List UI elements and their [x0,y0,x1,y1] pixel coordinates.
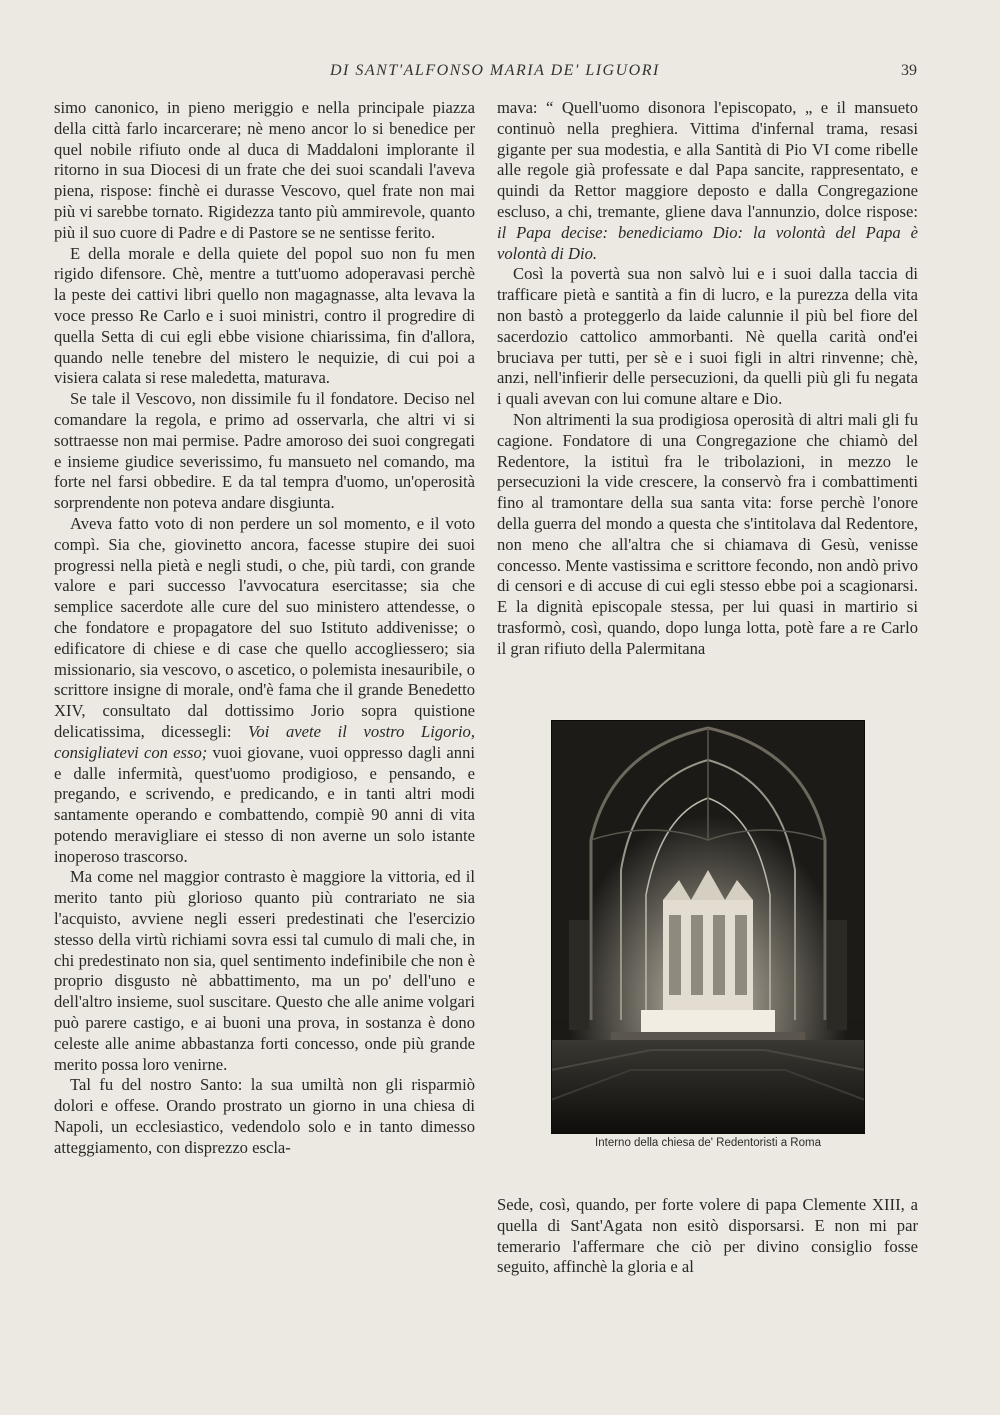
paragraph-text: vuoi giovane, vuoi oppresso dagli anni e dalle infermità, quest'uomo prodigioso, e pensando, e pregando, e scrivendo, e predicando, e in tanti altri modi santamente operando e combattendo, compiè 90 anni di vita potendo meravigliare ei stesso di non averne un solo istante inoperoso trascorso. [54,742,476,866]
running-title: DI SANT'ALFONSO MARIA DE' LIGUORI [330,62,660,79]
paragraph: Se tale il Vescovo, non dissimile fu il fondatore. Deciso nel comandare la regola, e primo ad osservarla, che altri vi si sottraesse non mai permise. Padre amoroso dei suoi congregati e insieme giudice severissimo, fu mansueto nel comando, ma forte nel farsi obbedire. E da tal tempra d'uomo, un'operosità sorprendente non poteva andare disgiunta. [54,389,475,513]
paragraph-text: mava: “ Quell'uomo disonora l'episcopato, „ e il mansueto continuò nella preghiera. Vittima d'infernal trama, resasi gigante per sua modestia, e alla Santità di Pio VI come ribelle alle regole già professate e dal Papa sancite, rappresentato, e quindi da Rettor maggiore deposto e dalla Congregazione escluso, a chi, tremante, gliene dava l'annunzio, dolce rispose: [497,98,918,221]
paragraph: Tal fu del nostro Santo: la sua umiltà non gli risparmiò dolori e offese. Orando prostrato un giorno in una chiesa di Napoli, un ecclesiastico, vedendolo solo e in tanto dimesso atteggiamento, con disprezzo escla- [54,1075,475,1157]
paragraph: simo canonico, in pieno meriggio e nella principale piazza della città farlo incarcerare; nè meno ancor lo si benedice per quel nobile rifiuto onde al duca di Maddaloni implorante il ritorno in sua Diocesi di un frate che dei suoi scandali l'aveva piena, rispose: finchè ei durasse Vescovo, quel frate non mai più vi sarebbe tornato. Rigidezza tanto più ammirevole, quanto più il suo cuore di Padre e di Pastore se ne sentisse ferito. [54,98,475,242]
bottom-text [497,1195,918,1278]
page-number: 39 [901,62,917,79]
paragraph [497,98,918,264]
quotation: Voi avete il vostro Ligorio, consigliatevi con esso; [54,721,475,762]
church-interior-photo [551,720,865,1134]
paragraph-text: Aveva fatto voto di non perdere un sol momento, e il voto compì. Sia che, giovinetto ancora, facesse stupire dei suoi progressi nella pietà e negli studi, o che, più tardi, con grande valore e pari successo l'avvocatura esercitasse; sia che semplice sacerdote alle cure del suo ministero attendesse, o che fondatore e propagatore del suo Istituto addivenisse; o edificatore di chiese e di case che quello accogliessero; sia missionario, sia vescovo, o ascetico, o polemista inesauribile, o scrittore insigne di morale, ond'è fama che il grande Benedetto XIV, consultato dal dottissimo Jorio sopra quistione delicatissima, dicessegli: [54,513,475,741]
paragraph: Sede, così, quando, per forte volere di papa Clemente XIII, a quella di Sant'Agata non esitò disporsarsi. E non mi par temerario l'affermare che ciò per divino consiglio fosse seguito, affinchè la gloria e al [497,1195,918,1277]
paragraph: Ma come nel maggior contrasto è maggiore la vittoria, ed il merito tanto più glorioso quanto più contrariato ne sia l'acquisto, avviene negli esseri predestinati che l'esercizio stesso della virtù richiami sovra essi tal cumulo di mali che, in chi predestinato non sia, quel sentimento indefinibile che non è proprio disgusto nè abbattimento, ma un po' dell'uno e dell'altro insieme, suol suscitare. Questo che alle anime volgari può parere castigo, e ai buoni una prova, in sostanza è dono celeste alle anime abbastanza forti concesso, onde più grande merito possa loro venirne. [54,867,475,1074]
paragraph [54,514,475,868]
quotation: il Papa decise: benediciamo Dio: la volontà del Papa è volontà di Dio. [497,222,918,263]
running-head [0,62,1000,86]
paragraph: Non altrimenti la sua prodigiosa operosità di altri mali gli fu cagione. Fondatore di una Congregazione che chiamò del Redentore, la istituì fra le tribolazioni, in mezzo le persecuzioni la vide crescere, la conservò fra i combattimenti fino al tramontare della sua santa vita: forse perchè l'onore della guerra del mondo a questa che s'intitolava dal Redentore, non meno che all'altra che si chiamava di Gesù, venisse concesso. Mente vastissima e scrittore fecondo, non andò privo di censori e di accuse di cui egli stesso ebbe poi a scagionarsi. E la dignità episcopale stessa, per lui quasi in martirio si trasformò, così, quando, dopo lunga lotta, potè fare a re Carlo il gran rifiuto della Palermitana [497,409,918,658]
figure [551,720,865,1152]
left-column [54,98,475,1159]
church-interior-illustration [551,720,865,1134]
paragraph: E della morale e della quiete del popol suo non fu men rigido difensore. Chè, mentre a tutt'uomo adoperavasi perchè la peste dei cattivi libri quello non magagnasse, alta levava la voce presso Re Carlo e i suoi ministri, contro il progredire di quella Setta di cui egli ebbe visione chiarissima, fin d'allora, quando nelle tenebre del mistero le nequizie, di cui poi a visiera calata si rese maledetta, maturava. [54,243,475,388]
paragraph: Così la povertà sua non salvò lui e i suoi dalla taccia di trafficare pietà e santità a fin di lucro, e la purezza della vita non bastò a proteggerlo da laide calunnie il più bel fiore del sacerdozio cattolico ammorbanti. Nè quella carità ond'ei bruciava per tutti, per sè e i suoi figli in altri rinvenne; chè, anzi, nell'infierir delle persecuzioni, da quelli più gli fu negata i quali avevan con lui comune altare e Dio. [497,264,918,409]
figure-caption: Interno della chiesa de' Redentoristi a Roma [595,1137,821,1149]
